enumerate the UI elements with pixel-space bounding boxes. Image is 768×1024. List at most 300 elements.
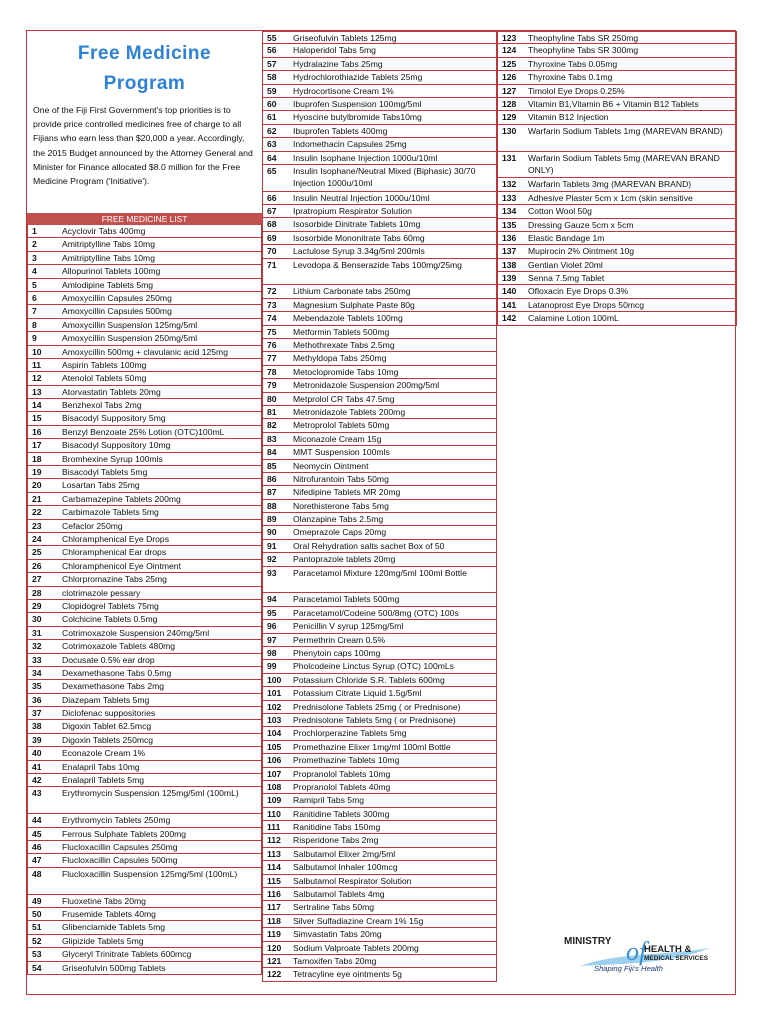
medicine-name: Losartan Tabs 25mg	[62, 480, 140, 491]
medicine-row	[262, 218, 497, 231]
medicine-number: 42	[32, 775, 42, 786]
logo-tagline: Shaping Fiji's Health	[594, 964, 663, 973]
medicine-number: 9	[32, 333, 37, 344]
medicine-name: Risperidone Tabs 2mg	[293, 835, 379, 846]
medicine-number: 61	[267, 112, 277, 123]
medicine-row	[262, 44, 497, 57]
medicine-name: clotrimazole pessary	[62, 587, 141, 598]
medicine-row	[497, 111, 737, 124]
medicine-number: 86	[267, 473, 277, 484]
medicine-number: 27	[32, 574, 42, 585]
medicine-number: 18	[32, 453, 42, 464]
medicine-number: 87	[267, 487, 277, 498]
medicine-name: Dexamethasone Tabs 2mg	[62, 681, 165, 692]
medicine-name: Potassium Chloride S.R. Tablets 600mg	[293, 674, 445, 685]
medicine-row	[262, 687, 497, 700]
medicine-name: Metprolol CR Tabs 47.5mg	[293, 393, 395, 404]
medicine-row	[262, 460, 497, 473]
medicine-number: 52	[32, 935, 42, 946]
medicine-row	[262, 513, 497, 526]
medicine-row	[262, 915, 497, 928]
medicine-row	[497, 125, 737, 152]
medicine-number: 43	[32, 788, 42, 799]
medicine-row	[262, 928, 497, 941]
medicine-row	[27, 787, 262, 814]
medicine-number: 134	[502, 206, 517, 217]
medicine-row	[262, 741, 497, 754]
medicine-name: Diazepam Tablets 5mg	[62, 694, 150, 705]
medicine-row	[262, 393, 497, 406]
medicine-number: 76	[267, 340, 277, 351]
medicine-name: Frusemide Tablets 40mg	[62, 908, 156, 919]
medicine-number: 95	[267, 607, 277, 618]
medicine-number: 24	[32, 533, 42, 544]
medicine-name: Vitamin B1,Vitamin B6 + Vitamin B12 Tablets	[528, 98, 699, 109]
medicine-row	[262, 165, 497, 192]
medicine-row	[262, 312, 497, 325]
medicine-row	[262, 727, 497, 740]
medicine-row	[262, 901, 497, 914]
medicine-row	[27, 265, 262, 278]
medicine-row	[262, 138, 497, 151]
medicine-number: 53	[32, 949, 42, 960]
medicine-number: 33	[32, 654, 42, 665]
medicine-number: 124	[502, 45, 517, 56]
medicine-number: 82	[267, 420, 277, 431]
medicine-number: 22	[32, 507, 42, 518]
medicine-number: 64	[267, 152, 277, 163]
medicine-number: 1	[32, 226, 37, 236]
medicine-number: 67	[267, 206, 277, 217]
medicine-number: 120	[267, 942, 282, 953]
medicine-number: 89	[267, 514, 277, 525]
medicine-row	[262, 232, 497, 245]
medicine-name: Penicillin V syrup 125mg/5ml	[293, 621, 404, 632]
medicine-number: 135	[502, 219, 517, 230]
medicine-number: 84	[267, 447, 277, 458]
medicine-number: 97	[267, 634, 277, 645]
medicine-row	[262, 285, 497, 298]
medicine-row	[27, 720, 262, 733]
medicine-row	[27, 627, 262, 640]
intro-paragraph: One of the Fiji First Government's top priorities is to provide price controlled medicines free of charge to all Fijians who earn less than $20,000 a year. Accordingly, the 2015 Budget announced by the Attorney General and Minister for Finance allocated $8.0 million for the Free Medicine Program ('Initiative').	[33, 105, 253, 187]
medicine-name: Ferrous Sulphate Tablets 200mg	[62, 828, 187, 839]
logo-health: HEALTH &	[644, 944, 692, 955]
medicine-row	[262, 245, 497, 258]
medicine-name: Ofloxacin Eye Drops 0.3%	[528, 286, 629, 297]
medicine-name: Metoclopromide Tabs 10mg	[293, 366, 399, 377]
medicine-row	[497, 98, 737, 111]
medicine-number: 94	[267, 594, 277, 605]
medicine-row	[262, 567, 497, 594]
medicine-name: Nitrofurantoin Tabs 50mg	[293, 473, 389, 484]
column-3	[497, 31, 737, 326]
medicine-number: 2	[32, 239, 37, 250]
medicine-number: 8	[32, 319, 37, 330]
medicine-row	[27, 279, 262, 292]
medicine-row	[262, 406, 497, 419]
medicine-name: Propranolol Tablets 10mg	[293, 768, 391, 779]
medicine-name: Permethrin Cream 0.5%	[293, 634, 386, 645]
logo-ministry: MINISTRY	[564, 936, 612, 947]
medicine-row	[27, 774, 262, 787]
medicine-name: Levodopa & Benserazide Tabs 100mg/25mg	[293, 259, 462, 270]
medicine-name: Paracetamol Mixture 120mg/5ml 100ml Bottle	[293, 567, 467, 578]
medicine-number: 20	[32, 480, 42, 491]
medicine-row	[262, 834, 497, 847]
medicine-name: Chloramphenicol Eye Ointment	[62, 560, 181, 571]
medicine-name: Ibuprofen Suspension 100mg/5ml	[293, 98, 422, 109]
medicine-name: Insulin Isophane Injection 1000u/10ml	[293, 152, 438, 163]
medicine-name: Colchicine Tablets 0.5mg	[62, 614, 158, 625]
medicine-name: Theophyline Tabs SR 250mg	[528, 33, 639, 43]
medicine-name: Prednisolone Tablets 5mg ( or Prednisone)	[293, 714, 456, 725]
medicine-name: Thyroxine Tabs 0.1mg	[528, 72, 613, 83]
medicine-row	[27, 935, 262, 948]
medicine-row	[497, 192, 737, 205]
medicine-row	[27, 600, 262, 613]
medicine-name: Potassium Citrate Liquid 1.5g/5ml	[293, 688, 422, 699]
medicine-row	[27, 252, 262, 265]
medicine-name: Fluoxetine Tabs 20mg	[62, 895, 146, 906]
medicine-row	[262, 674, 497, 687]
medicine-number: 38	[32, 721, 42, 732]
medicine-row	[27, 359, 262, 372]
medicine-number: 4	[32, 266, 37, 277]
medicine-row	[262, 754, 497, 767]
medicine-name: Elastic Bandage 1m	[528, 232, 605, 243]
medicine-name: Haloperidol Tabs 5mg	[293, 45, 376, 56]
medicine-name: Lithium Carbonate tabs 250mg	[293, 286, 411, 297]
medicine-row	[262, 326, 497, 339]
medicine-name: Amoxycillin Capsules 500mg	[62, 306, 172, 317]
medicine-row	[497, 232, 737, 245]
medicine-name: Ramipril Tabs 5mg	[293, 795, 365, 806]
medicine-name: Pantoprazole tablets 20mg	[293, 554, 396, 565]
medicine-number: 140	[502, 286, 517, 297]
medicine-name: Ranitidine Tablets 300mg	[293, 808, 390, 819]
medicine-row	[497, 312, 737, 325]
medicine-name: Sodium Valproate Tablets 200mg	[293, 942, 419, 953]
medicine-name: Dexamethasone Tabs 0.5mg	[62, 667, 172, 678]
medicine-name: Atenolol Tablets 50mg	[62, 373, 147, 384]
medicine-number: 105	[267, 741, 282, 752]
medicine-number: 102	[267, 701, 282, 712]
medicine-number: 28	[32, 587, 42, 598]
medicine-row	[27, 412, 262, 425]
medicine-row	[497, 299, 737, 312]
medicine-name: Miconazole Cream 15g	[293, 433, 382, 444]
medicine-number: 101	[267, 688, 282, 699]
medicine-row	[27, 921, 262, 934]
medicine-number: 121	[267, 956, 282, 966]
medicine-row	[262, 660, 497, 673]
medicine-number: 12	[32, 373, 42, 384]
medicine-row	[27, 761, 262, 774]
medicine-name: Omeprazole Caps 20mg	[293, 527, 387, 538]
medicine-row	[262, 714, 497, 727]
medicine-row	[27, 238, 262, 251]
medicine-number: 60	[267, 98, 277, 109]
medicine-row	[27, 332, 262, 345]
medicine-name: Amoxycillin Suspension 125mg/5ml	[62, 319, 198, 330]
medicine-number: 100	[267, 674, 282, 685]
medicine-name: Bisacodyl Tablets 5mg	[62, 467, 148, 478]
medicine-name: Insulin Neutral Injection 1000u/10ml	[293, 192, 430, 203]
medicine-number: 137	[502, 246, 517, 257]
medicine-number: 68	[267, 219, 277, 230]
medicine-name: Pholcodeine Linctus Syrup (OTC) 100mLs	[293, 661, 454, 672]
medicine-number: 21	[32, 493, 42, 504]
medicine-row	[262, 419, 497, 432]
medicine-number: 115	[267, 875, 281, 886]
medicine-number: 16	[32, 426, 42, 437]
medicine-name: Hydralazine Tabs 25mg	[293, 58, 383, 69]
medicine-number: 19	[32, 467, 42, 478]
medicine-row	[27, 828, 262, 841]
medicine-number: 37	[32, 708, 42, 719]
medicine-name: Flucloxacillin Suspension 125mg/5ml (100mL)	[62, 868, 238, 879]
medicine-number: 15	[32, 413, 42, 424]
column-1	[27, 31, 262, 975]
medicine-name: Amlodipine Tablets 5mg	[62, 279, 154, 290]
medicine-row	[27, 560, 262, 573]
medicine-number: 62	[267, 125, 277, 136]
medicine-name: Chlorpromazine Tabs 25mg	[62, 574, 167, 585]
medicine-number: 123	[502, 33, 517, 43]
medicine-name: Atorvastatin Tablets 20mg	[62, 386, 161, 397]
medicine-number: 119	[267, 929, 281, 940]
medicine-name: Methyldopa Tabs 250mg	[293, 353, 387, 364]
medicine-number: 5	[32, 279, 37, 290]
medicine-number: 130	[502, 125, 517, 136]
medicine-name: Flucloxacillin Capsules 500mg	[62, 855, 178, 866]
medicine-row	[262, 540, 497, 553]
medicine-name: Salbutamol Respirator Solution	[293, 875, 412, 886]
medicine-name: Salbutamol Inhaler 100mcg	[293, 862, 398, 873]
medicine-number: 141	[502, 299, 517, 310]
medicine-name: Salbutamol Elixer 2mg/5ml	[293, 848, 396, 859]
medicine-name: Amitriptylline Tabs 10mg	[62, 239, 155, 250]
medicine-row	[27, 439, 262, 452]
medicine-rows-2	[262, 31, 497, 982]
medicine-number: 7	[32, 306, 37, 317]
medicine-number: 51	[32, 922, 42, 933]
medicine-number: 110	[267, 808, 281, 819]
medicine-row	[27, 613, 262, 626]
medicine-row	[27, 841, 262, 854]
medicine-row	[262, 58, 497, 71]
medicine-name: Bisacodyl Suppository 5mg	[62, 413, 166, 424]
medicine-number: 106	[267, 755, 282, 766]
medicine-row	[262, 821, 497, 834]
medicine-name: Mupirocin 2% Ointment 10g	[528, 246, 635, 257]
medicine-number: 107	[267, 768, 282, 779]
medicine-number: 11	[32, 359, 42, 370]
medicine-number: 6	[32, 292, 37, 303]
medicine-number: 10	[32, 346, 42, 357]
medicine-name: Simvastatin Tabs 20mg	[293, 929, 382, 940]
medicine-row	[262, 955, 497, 968]
medicine-row	[27, 346, 262, 359]
medicine-name: Erythromycin Suspension 125mg/5ml (100mL)	[62, 788, 239, 799]
medicine-row	[262, 888, 497, 901]
medicine-row	[27, 372, 262, 385]
medicine-name: Benzhexol Tabs 2mg	[62, 400, 142, 411]
medicine-number: 30	[32, 614, 42, 625]
medicine-number: 26	[32, 560, 42, 571]
medicine-number: 109	[267, 795, 282, 806]
medicine-row	[497, 85, 737, 98]
medicine-row	[262, 593, 497, 606]
medicine-row	[27, 426, 262, 439]
medicine-number: 122	[267, 969, 282, 980]
medicine-number: 77	[267, 353, 277, 364]
medicine-number: 81	[267, 406, 277, 417]
medicine-row	[27, 292, 262, 305]
medicine-row	[27, 814, 262, 827]
medicine-number: 58	[267, 72, 277, 83]
medicine-row	[262, 634, 497, 647]
medicine-row	[262, 781, 497, 794]
medicine-name: Glibenclamide Tablets 5mg	[62, 922, 166, 933]
medicine-row	[262, 875, 497, 888]
medicine-name: Metronidazole Tablets 200mg	[293, 406, 406, 417]
medicine-number: 29	[32, 600, 42, 611]
medicine-row	[27, 747, 262, 760]
medicine-row	[27, 895, 262, 908]
medicine-number: 118	[267, 915, 281, 926]
medicine-row	[262, 31, 497, 44]
medicine-number: 83	[267, 433, 277, 444]
medicine-row	[262, 339, 497, 352]
medicine-row	[27, 319, 262, 332]
medicine-row	[27, 640, 262, 653]
medicine-name: Erythromycin Tablets 250mg	[62, 815, 171, 826]
medicine-number: 25	[32, 547, 42, 558]
medicine-row	[262, 299, 497, 312]
medicine-number: 55	[267, 33, 277, 43]
medicine-number: 65	[267, 165, 277, 176]
medicine-number: 114	[267, 862, 281, 873]
medicine-name: Amoxycillin Suspension 250mg/5ml	[62, 333, 198, 344]
medicine-name: Ipratropium Respirator Solution	[293, 206, 412, 217]
medicine-name: Amitriptylline Tabs 10mg	[62, 252, 155, 263]
medicine-number: 56	[267, 45, 277, 56]
list-header: FREE MEDICINE LIST	[27, 213, 262, 225]
medicine-row	[497, 178, 737, 191]
page-title	[27, 39, 262, 99]
medicine-name: Prednisolone Tablets 25mg ( or Prednisone)	[293, 701, 461, 712]
medicine-number: 34	[32, 667, 42, 678]
medicine-number: 116	[267, 889, 281, 900]
medicine-name: Griseofulvin 500mg Tablets	[62, 962, 166, 973]
medicine-number: 73	[267, 299, 277, 310]
medicine-number: 103	[267, 714, 282, 725]
medicine-number: 40	[32, 748, 42, 759]
medicine-number: 131	[502, 152, 517, 163]
medicine-number: 111	[267, 822, 281, 833]
medicine-number: 78	[267, 366, 277, 377]
title-line-1: Free Medicine	[77, 43, 212, 64]
medicine-number: 142	[502, 313, 517, 324]
medicine-name: Warfarin Sodium Tablets 5mg (MAREVAN BRAND ONLY)	[528, 152, 720, 175]
medicine-number: 98	[267, 648, 277, 659]
medicine-name: Warfarin Sodium Tablets 1mg (MAREVAN BRAND)	[528, 125, 723, 136]
medicine-number: 74	[267, 313, 277, 324]
medicine-name: Glipizide Tablets 5mg	[62, 935, 144, 946]
medicine-number: 63	[267, 139, 277, 150]
medicine-row	[27, 948, 262, 961]
medicine-number: 127	[502, 85, 517, 96]
medicine-row	[262, 473, 497, 486]
medicine-number: 66	[267, 192, 277, 203]
medicine-name: Theophyline Tabs SR 300mg	[528, 45, 639, 56]
medicine-name: Timolol Eye Drops 0.25%	[528, 85, 625, 96]
medicine-number: 136	[502, 232, 517, 243]
medicine-name: Salbutamol Tablets 4mg	[293, 889, 385, 900]
medicine-name: Magnesium Sulphate Paste 80g	[293, 299, 415, 310]
medicine-row	[497, 205, 737, 218]
medicine-row	[262, 607, 497, 620]
medicine-number: 112	[267, 835, 281, 846]
medicine-row	[262, 486, 497, 499]
medicine-name: Gentian Violet 20ml	[528, 259, 603, 270]
medicine-number: 48	[32, 868, 42, 879]
medicine-number: 35	[32, 681, 42, 692]
medicine-name: Thyroxine Tabs 0.05mg	[528, 58, 618, 69]
medicine-name: Calamine Lotion 100mL	[528, 313, 619, 324]
medicine-name: Clopidogrel Tablets 75mg	[62, 600, 159, 611]
medicine-row	[262, 366, 497, 379]
medicine-row	[262, 152, 497, 165]
ministry-logo	[560, 930, 720, 976]
medicine-name: Norethisterone Tabs 5mg	[293, 500, 389, 511]
medicine-name: Latanoprost Eye Drops 50mcg	[528, 299, 645, 310]
medicine-name: Flucloxacillin Capsules 250mg	[62, 841, 178, 852]
medicine-number: 13	[32, 386, 42, 397]
medicine-name: Olanzapine Tabs 2.5mg	[293, 514, 384, 525]
medicine-name: Hydrocortisone Cream 1%	[293, 85, 394, 96]
medicine-name: Lactulose Syrup 3.34g/5ml 200mls	[293, 246, 425, 257]
medicine-name: Oral Rehydration salts sachet Box of 50	[293, 540, 445, 551]
medicine-row	[27, 533, 262, 546]
medicine-name: Cotrimoxazole Suspension 240mg/5ml	[62, 627, 210, 638]
medicine-row	[262, 808, 497, 821]
medicine-name: Bromhexine Syrup 100mls	[62, 453, 163, 464]
medicine-row	[262, 861, 497, 874]
medicine-number: 113	[267, 848, 281, 859]
medicine-list-sheet	[26, 30, 736, 995]
medicine-number: 108	[267, 781, 282, 792]
medicine-number: 132	[502, 179, 517, 190]
medicine-name: Mebendazole Tablets 100mg	[293, 313, 403, 324]
medicine-row	[27, 493, 262, 506]
medicine-name: Allopurinol Tablets 100mg	[62, 266, 161, 277]
medicine-name: Phenytoin caps 100mg	[293, 648, 381, 659]
medicine-row	[27, 854, 262, 867]
medicine-number: 57	[267, 58, 277, 69]
medicine-name: Enalapril Tabs 10mg	[62, 761, 140, 772]
column-2	[262, 31, 497, 982]
medicine-name: Paracetamol Tablets 500mg	[293, 594, 400, 605]
medicine-name: Carbamazepine Tablets 200mg	[62, 493, 181, 504]
medicine-name: Tamoxifen Tabs 20mg	[293, 956, 377, 966]
medicine-number: 41	[32, 761, 42, 772]
logo-medical-services: MEDICAL SERVICES	[644, 955, 709, 962]
medicine-row	[27, 868, 262, 895]
medicine-row	[497, 58, 737, 71]
